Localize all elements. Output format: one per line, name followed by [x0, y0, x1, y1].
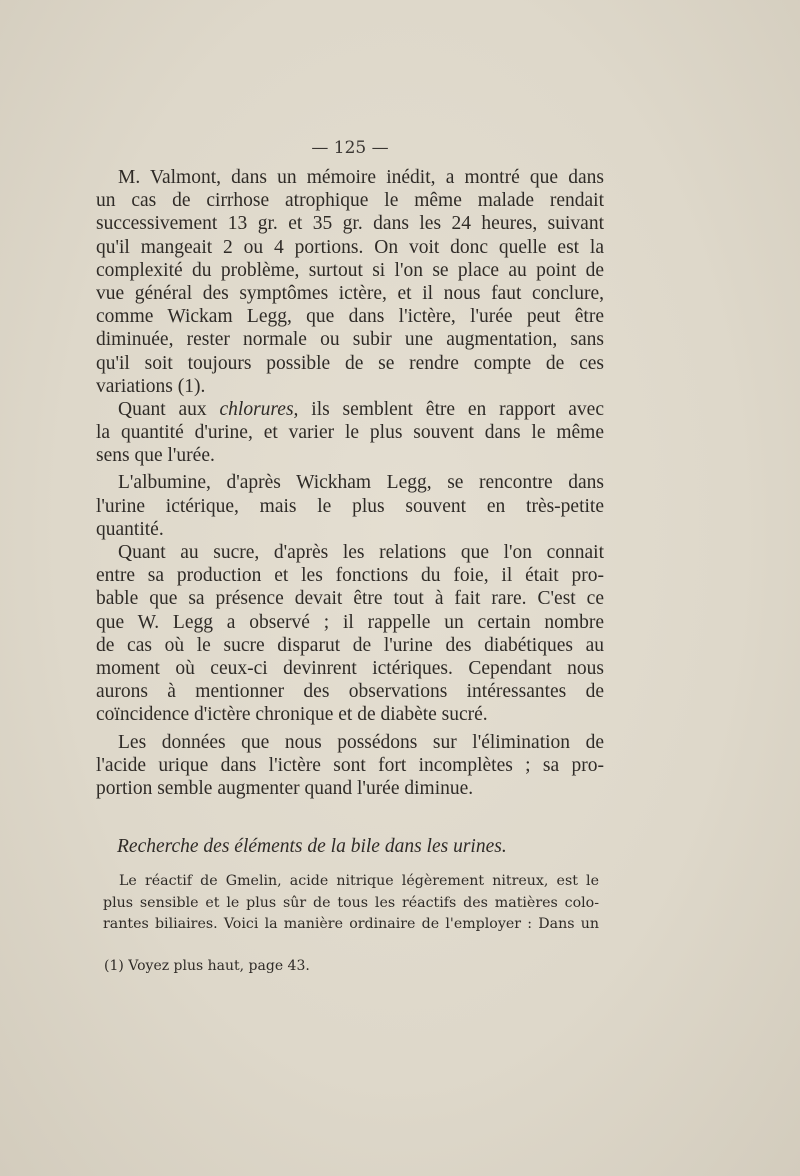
text-line: comme Wickam Legg, que dans l'ictère, l'urée peut être	[96, 306, 604, 328]
text-line: diminuée, rester normale ou subir une augmentation, sans	[96, 329, 604, 351]
small-print-paragraph	[103, 871, 599, 936]
text-line: rantes biliaires. Voici la manière ordinaire de l'employer : Dans un	[103, 916, 599, 932]
text-fragment: Quant aux	[118, 398, 220, 420]
text-line: Les données que nous possédons sur l'élimination de	[118, 731, 604, 753]
section-heading: Recherche des éléments de la bile dans les urines.	[117, 836, 507, 857]
italic-term: chlorures,	[219, 398, 299, 420]
paragraph-urea	[96, 166, 604, 398]
text-line: bable que sa présence devait être tout à fait rare. C'est ce	[96, 588, 604, 610]
text-line: L'albumine, d'après Wickham Legg, se rencontre dans	[118, 472, 604, 494]
paragraph-albumin	[96, 471, 604, 541]
text-line: M. Valmont, dans un mémoire inédit, a montré que dans	[118, 167, 604, 188]
text-line: successivement 13 gr. et 35 gr. dans les 24 heures, suivant	[96, 213, 604, 235]
text-fragment: ils semblent être en rapport avec	[298, 398, 604, 420]
text-line: portion semble augmenter quand l'urée diminue.	[96, 777, 474, 799]
text-line: complexité du problème, surtout si l'on se place au point de	[96, 259, 604, 281]
text-line: vue général des symptômes ictère, et il nous faut conclure,	[96, 282, 604, 304]
page-number: — 125 —	[311, 138, 389, 158]
main-text	[96, 166, 604, 800]
text-line: qu'il soit toujours possible de se rendre compte de ces	[96, 352, 604, 374]
paragraph-uric-acid	[96, 731, 604, 801]
text-line: Quant au sucre, d'après les relations que l'on connait	[118, 542, 604, 563]
text-line: la quantité d'urine, et varier le plus souvent dans le même	[96, 422, 604, 444]
text-line: entre sa production et les fonctions du foie, il était pro-	[96, 565, 604, 587]
text-line: quantité.	[96, 518, 164, 540]
text-line: l'acide urique dans l'ictère sont fort incomplètes ; sa pro-	[96, 754, 604, 776]
footnote: (1) Voyez plus haut, page 43.	[104, 958, 310, 974]
text-line: variations (1).	[96, 375, 206, 397]
text-line: l'urine ictérique, mais le plus souvent en très-petite	[96, 495, 604, 517]
text-line: moment où ceux-ci devinrent ictériques. Cependant nous	[96, 657, 604, 679]
text-line: plus sensible et le plus sûr de tous les réactifs des matières colo-	[103, 894, 599, 911]
text-line: que W. Legg a observé ; il rappelle un certain nombre	[96, 611, 604, 633]
text-line: coïncidence d'ictère chronique et de diabète sucré.	[96, 704, 488, 726]
paragraph-chlorides	[96, 398, 604, 468]
text-line	[96, 398, 604, 421]
text-line: sens que l'urée.	[96, 445, 215, 467]
paragraph-sugar	[96, 541, 604, 727]
text-line: de cas où le sucre disparut de l'urine des diabétiques au	[96, 634, 604, 656]
text-line: qu'il mangeait 2 ou 4 portions. On voit donc quelle est la	[96, 236, 604, 258]
text-line: un cas de cirrhose atrophique le même malade rendait	[96, 190, 604, 212]
text-line: Le réactif de Gmelin, acide nitrique légèrement nitreux, est le	[119, 873, 599, 889]
text-line: aurons à mentionner des observations intéressantes de	[96, 681, 604, 703]
